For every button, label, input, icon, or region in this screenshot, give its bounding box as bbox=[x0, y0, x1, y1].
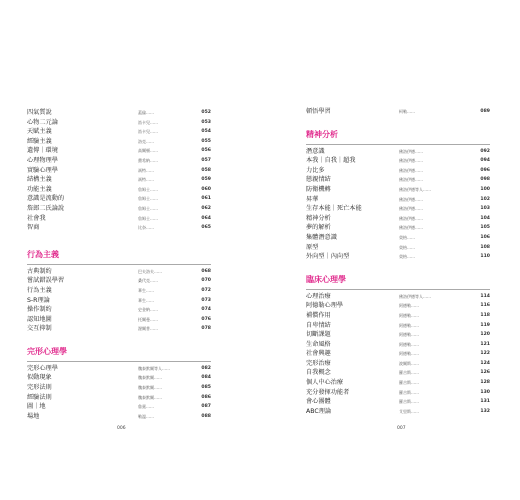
toc-entry[interactable] bbox=[27, 185, 211, 195]
left-toc-column bbox=[27, 108, 211, 421]
toc-entry-page-number: 055 bbox=[201, 138, 211, 144]
toc-entry-page-number: 098 bbox=[480, 177, 490, 183]
toc-entry-author: 詹姆士…… bbox=[138, 215, 158, 221]
toc-entry-page-number: 082 bbox=[201, 365, 211, 371]
toc-entry-author: 桑代克…… bbox=[138, 278, 158, 284]
toc-entry[interactable] bbox=[306, 214, 490, 224]
section-heading: 行為主義 bbox=[27, 249, 59, 259]
toc-entry[interactable] bbox=[27, 412, 211, 422]
toc-entry-page-number: 054 bbox=[201, 129, 211, 135]
section-divider bbox=[27, 264, 211, 265]
toc-entry-term: 外向型｜內向型 bbox=[306, 253, 350, 261]
toc-entry-author: 魏泰默爾…… bbox=[138, 375, 162, 381]
toc-entry-author: 魯賓…… bbox=[138, 404, 154, 410]
toc-entry[interactable] bbox=[27, 175, 211, 185]
toc-entry-term: 功能主義 bbox=[27, 185, 52, 193]
toc-entry[interactable] bbox=[27, 276, 211, 286]
toc-entry-term: 圖｜地 bbox=[27, 403, 46, 411]
toc-entry-author: 佛洛伊德…… bbox=[399, 167, 423, 173]
toc-entry-author: 羅吉斯…… bbox=[399, 399, 419, 405]
toc-entry-page-number: 086 bbox=[201, 394, 211, 400]
toc-entry-author: 佛洛伊德…… bbox=[399, 215, 423, 221]
toc-entry-author: 笛卡兒…… bbox=[138, 129, 158, 135]
toc-entry[interactable] bbox=[27, 296, 211, 306]
toc-entry-author: 魏泰默爾等人…… bbox=[138, 365, 170, 371]
toc-entry-page-number: 110 bbox=[480, 254, 490, 260]
toc-entry[interactable] bbox=[27, 305, 211, 315]
toc-entry-author: 艾里斯…… bbox=[399, 408, 419, 414]
toc-entry-page-number: 128 bbox=[480, 380, 490, 386]
toc-entry-term: 四氣質說 bbox=[27, 109, 52, 116]
toc-entry[interactable] bbox=[306, 204, 490, 214]
toc-entry-page-number: 126 bbox=[480, 370, 490, 376]
toc-entry-page-number: 103 bbox=[480, 206, 490, 212]
toc-entry[interactable] bbox=[306, 195, 490, 205]
toc-entry[interactable] bbox=[27, 383, 211, 393]
toc-entry-author: 羅吉斯…… bbox=[399, 389, 419, 395]
toc-entry-term: 本我｜自我｜超我 bbox=[306, 157, 356, 165]
toc-entry-page-number: 087 bbox=[201, 404, 211, 410]
toc-entry[interactable] bbox=[306, 107, 490, 117]
toc-entry[interactable] bbox=[306, 301, 490, 311]
toc-entry[interactable] bbox=[27, 166, 211, 176]
toc-entry-term: 行為主義 bbox=[27, 286, 52, 294]
group-spacer bbox=[27, 233, 211, 243]
toc-entry-page-number: 106 bbox=[480, 234, 490, 240]
toc-entry[interactable] bbox=[306, 147, 490, 157]
toc-entry-page-number: 105 bbox=[480, 225, 490, 231]
toc-entry-term: 詹郎二氏論說 bbox=[27, 204, 65, 212]
toc-entry-term: 嘗試錯誤學習 bbox=[27, 277, 65, 285]
toc-entry-author: 榮格…… bbox=[399, 254, 415, 260]
toc-entry-page-number: 057 bbox=[201, 157, 211, 163]
toc-entry-author: 華生…… bbox=[138, 287, 154, 293]
toc-entry-term: 原型 bbox=[306, 243, 319, 251]
toc-entry-page-number: 104 bbox=[480, 215, 490, 221]
toc-entry-page-number: 131 bbox=[480, 399, 490, 405]
toc-entry-author: 阿德勒…… bbox=[399, 341, 419, 347]
toc-entry-page-number: 120 bbox=[480, 332, 490, 338]
toc-entry-author: 佛洛伊德等人…… bbox=[399, 293, 431, 299]
toc-entry-author: 巴夫洛夫…… bbox=[138, 268, 162, 274]
toc-entry[interactable] bbox=[306, 175, 490, 185]
toc-entry[interactable] bbox=[306, 243, 490, 253]
section-divider bbox=[27, 361, 211, 362]
toc-entry-author: 阿德勒…… bbox=[399, 332, 419, 338]
toc-entry-author: 佛洛伊德…… bbox=[399, 196, 423, 202]
toc-entry-page-number: 056 bbox=[201, 148, 211, 154]
toc-entry-term: 生命風格 bbox=[306, 340, 331, 348]
right-page bbox=[260, 0, 520, 500]
toc-entry-term: 自卑情結 bbox=[306, 321, 331, 329]
toc-entry-term: 完形法則 bbox=[27, 384, 52, 392]
toc-entry-term: 補償作用 bbox=[306, 311, 331, 319]
toc-entry-page-number: 064 bbox=[201, 215, 211, 221]
toc-entry-term: 認知地圖 bbox=[27, 315, 52, 323]
toc-entry-page-number: 084 bbox=[201, 375, 211, 381]
toc-entry-page-number: 078 bbox=[201, 326, 211, 332]
section-divider bbox=[306, 289, 490, 290]
toc-entry-term: 切斷課題 bbox=[306, 331, 331, 339]
section-heading: 精神分析 bbox=[306, 129, 338, 139]
toc-entry-term: 戀親情結 bbox=[306, 176, 331, 184]
toc-entry-term: 會心團體 bbox=[306, 398, 331, 406]
toc-entry-term: 自我概念 bbox=[306, 369, 331, 377]
toc-entry-author: 渥爾普…… bbox=[138, 326, 158, 332]
toc-entry-term: 經驗主義 bbox=[27, 137, 52, 145]
toc-entry-term: 意識是流動的 bbox=[27, 195, 65, 203]
toc-entry-page-number: 108 bbox=[480, 244, 490, 250]
toc-entry-page-number: 096 bbox=[480, 167, 490, 173]
toc-entry-term: 夢的解析 bbox=[306, 224, 331, 232]
toc-entry-term: 個人中心治療 bbox=[306, 379, 344, 387]
toc-entry-author: 蓋倫…… bbox=[138, 110, 154, 115]
left-page-number: 006 bbox=[117, 426, 126, 431]
toc-entry[interactable] bbox=[27, 373, 211, 383]
toc-entry[interactable] bbox=[27, 204, 211, 214]
toc-entry-author: 魏泰默爾…… bbox=[138, 385, 162, 391]
toc-entry-author: 波爾斯…… bbox=[399, 360, 419, 366]
toc-entry-author: 勒溫…… bbox=[138, 413, 154, 419]
toc-entry[interactable] bbox=[27, 146, 211, 156]
toc-entry[interactable] bbox=[27, 267, 211, 277]
toc-entry[interactable] bbox=[306, 252, 490, 262]
toc-entry-page-number: 068 bbox=[201, 268, 211, 274]
toc-entry-author: 佛洛伊德…… bbox=[399, 177, 423, 183]
toc-entry-author: 阿德勒…… bbox=[399, 303, 419, 309]
toc-entry-author: 華生…… bbox=[138, 297, 154, 303]
toc-entry[interactable] bbox=[27, 315, 211, 325]
toc-entry-term: 似動現象 bbox=[27, 374, 52, 382]
toc-entry[interactable] bbox=[27, 286, 211, 296]
toc-entry-author: 佛洛伊德…… bbox=[399, 225, 423, 231]
toc-entry-page-number: 119 bbox=[480, 322, 490, 328]
toc-entry[interactable] bbox=[27, 393, 211, 403]
toc-entry-page-number: 122 bbox=[480, 351, 490, 357]
toc-entry-author: 比奈…… bbox=[138, 225, 154, 231]
toc-entry-page-number: 118 bbox=[480, 312, 490, 318]
toc-entry-author: 托爾曼…… bbox=[138, 316, 158, 322]
toc-entry-term: 交互抑制 bbox=[27, 325, 52, 333]
toc-entry[interactable] bbox=[306, 407, 490, 417]
toc-entry-page-number: 116 bbox=[480, 303, 490, 309]
toc-entry-author: 史金納…… bbox=[138, 307, 158, 313]
section-heading: 臨床心理學 bbox=[306, 274, 346, 284]
toc-entry-page-number: 092 bbox=[480, 148, 490, 154]
toc-entry-page-number: 121 bbox=[480, 341, 490, 347]
toc-entry-page-number: 053 bbox=[201, 119, 211, 125]
toc-entry-page-number: 065 bbox=[201, 225, 211, 231]
toc-entry-term: 昇華 bbox=[306, 195, 319, 203]
toc-entry[interactable] bbox=[27, 127, 211, 137]
toc-entry-page-number: 052 bbox=[201, 110, 211, 115]
toc-entry[interactable] bbox=[306, 330, 490, 340]
toc-entry[interactable] bbox=[27, 118, 211, 128]
toc-entry-page-number: 074 bbox=[201, 307, 211, 313]
toc-entry-term: 防衛機轉 bbox=[306, 185, 331, 193]
group-spacer bbox=[306, 262, 490, 268]
toc-entry-author: 詹姆士…… bbox=[138, 186, 158, 192]
toc-entry-author: 榮格…… bbox=[399, 234, 415, 240]
toc-entry-page-number: 062 bbox=[201, 205, 211, 211]
group-spacer bbox=[306, 117, 490, 123]
toc-entry-term: 天賦主義 bbox=[27, 128, 52, 136]
toc-entry[interactable] bbox=[306, 156, 490, 166]
toc-entry[interactable] bbox=[306, 321, 490, 331]
toc-entry-term: 完形心理學 bbox=[27, 364, 58, 372]
toc-entry-page-number: 124 bbox=[480, 360, 490, 366]
toc-entry-author: 魏泰默爾…… bbox=[138, 394, 162, 400]
toc-entry[interactable] bbox=[27, 137, 211, 147]
toc-entry-term: 古典制約 bbox=[27, 267, 52, 275]
toc-entry-page-number: 076 bbox=[201, 316, 211, 322]
toc-entry-page-number: 058 bbox=[201, 167, 211, 173]
toc-entry-page-number: 060 bbox=[201, 186, 211, 192]
toc-entry-term: 操作制約 bbox=[27, 306, 52, 314]
toc-entry-page-number: 085 bbox=[201, 385, 211, 391]
toc-entry[interactable] bbox=[306, 223, 490, 233]
toc-entry-page-number: 132 bbox=[480, 408, 490, 414]
section-divider bbox=[306, 144, 490, 145]
toc-entry-author: 高爾頓…… bbox=[138, 148, 158, 154]
toc-entry-term: 經驗法則 bbox=[27, 393, 52, 401]
toc-entry-term: S-R理論 bbox=[27, 296, 50, 304]
toc-entry-author: 阿德勒…… bbox=[399, 312, 419, 318]
toc-entry-author: 阿德勒…… bbox=[399, 322, 419, 328]
toc-entry-term: 遺傳｜環境 bbox=[27, 147, 58, 155]
toc-entry[interactable] bbox=[306, 397, 490, 407]
toc-entry-author: 羅吉斯…… bbox=[399, 370, 419, 376]
toc-entry-page-number: 072 bbox=[201, 287, 211, 293]
toc-entry-term: 結構主義 bbox=[27, 176, 52, 184]
toc-entry-term: 集體潛意識 bbox=[306, 233, 337, 241]
toc-entry-author: 佛洛伊德等人…… bbox=[399, 186, 431, 192]
toc-entry[interactable] bbox=[306, 378, 490, 388]
toc-entry[interactable] bbox=[306, 349, 490, 359]
toc-entry-author: 佛洛伊德…… bbox=[399, 206, 423, 212]
toc-entry-page-number: 070 bbox=[201, 278, 211, 284]
toc-entry-author: 佛洛伊德…… bbox=[399, 148, 423, 154]
toc-entry[interactable] bbox=[306, 311, 490, 321]
toc-entry-term: 充分發揮功能者 bbox=[306, 388, 350, 396]
toc-entry-page-number: 102 bbox=[480, 196, 490, 202]
toc-entry[interactable] bbox=[27, 156, 211, 166]
toc-entry-author: 洛克…… bbox=[138, 138, 154, 144]
toc-entry-author: 馮特…… bbox=[138, 167, 154, 173]
toc-entry-page-number: 061 bbox=[201, 196, 211, 202]
section-heading: 完形心理學 bbox=[27, 346, 67, 356]
toc-entry-term: 心理物理學 bbox=[27, 156, 58, 164]
toc-entry-term: 精神分析 bbox=[306, 214, 331, 222]
toc-entry[interactable] bbox=[306, 292, 490, 302]
toc-entry[interactable] bbox=[306, 368, 490, 378]
toc-entry-term: 生存本能｜死亡本能 bbox=[306, 205, 362, 213]
toc-entry-page-number: 089 bbox=[480, 109, 490, 114]
toc-entry-author: 佛洛伊德…… bbox=[399, 158, 423, 164]
toc-entry-term: 智商 bbox=[27, 224, 40, 232]
toc-entry[interactable] bbox=[306, 388, 490, 398]
toc-entry-author: 羅吉斯…… bbox=[399, 380, 419, 386]
toc-entry-term: 心理治療 bbox=[306, 292, 331, 300]
toc-entry[interactable] bbox=[27, 364, 211, 374]
toc-entry-term: 實驗心理學 bbox=[27, 166, 58, 174]
toc-entry-term: 場地 bbox=[27, 412, 40, 420]
toc-entry-author: 阿德勒…… bbox=[399, 351, 419, 357]
toc-entry[interactable] bbox=[306, 340, 490, 350]
toc-entry-term: ABC理論 bbox=[306, 407, 332, 415]
toc-entry-page-number: 073 bbox=[201, 297, 211, 303]
toc-entry-author: 榮格…… bbox=[399, 244, 415, 250]
toc-entry-term: 頓悟學習 bbox=[306, 108, 331, 115]
toc-entry[interactable] bbox=[27, 402, 211, 412]
right-toc-column bbox=[306, 107, 490, 416]
toc-entry-page-number: 088 bbox=[201, 413, 211, 419]
toc-entry-author: 柯勒…… bbox=[399, 109, 415, 114]
toc-entry-author: 詹姆士…… bbox=[138, 196, 158, 202]
toc-entry[interactable] bbox=[306, 359, 490, 369]
group-spacer bbox=[27, 334, 211, 340]
toc-entry-page-number: 059 bbox=[201, 177, 211, 183]
toc-entry-author: 馮特…… bbox=[138, 177, 154, 183]
toc-entry-page-number: 100 bbox=[480, 186, 490, 192]
toc-entry-author: 費希納…… bbox=[138, 157, 158, 163]
toc-entry[interactable] bbox=[306, 185, 490, 195]
toc-entry-term: 阿德勒心理學 bbox=[306, 302, 344, 310]
toc-entry-page-number: 114 bbox=[480, 293, 490, 299]
toc-entry-author: 詹姆士…… bbox=[138, 205, 158, 211]
toc-entry[interactable] bbox=[27, 214, 211, 224]
toc-entry[interactable] bbox=[27, 223, 211, 233]
toc-entry[interactable] bbox=[27, 108, 211, 118]
toc-entry-page-number: 130 bbox=[480, 389, 490, 395]
toc-entry[interactable] bbox=[27, 194, 211, 204]
toc-entry[interactable] bbox=[306, 166, 490, 176]
toc-entry-term: 心物二元論 bbox=[27, 118, 58, 126]
toc-entry-term: 社會我 bbox=[27, 214, 46, 222]
toc-entry-page-number: 094 bbox=[480, 158, 490, 164]
toc-entry-term: 社會興趣 bbox=[306, 350, 331, 358]
toc-entry-term: 力比多 bbox=[306, 166, 325, 174]
right-page-number: 007 bbox=[397, 426, 406, 431]
toc-entry[interactable] bbox=[306, 233, 490, 243]
toc-entry-term: 完形治療 bbox=[306, 359, 331, 367]
toc-entry[interactable] bbox=[27, 324, 211, 334]
toc-entry-author: 笛卡兒…… bbox=[138, 119, 158, 125]
toc-entry-term: 潛意識 bbox=[306, 147, 325, 155]
